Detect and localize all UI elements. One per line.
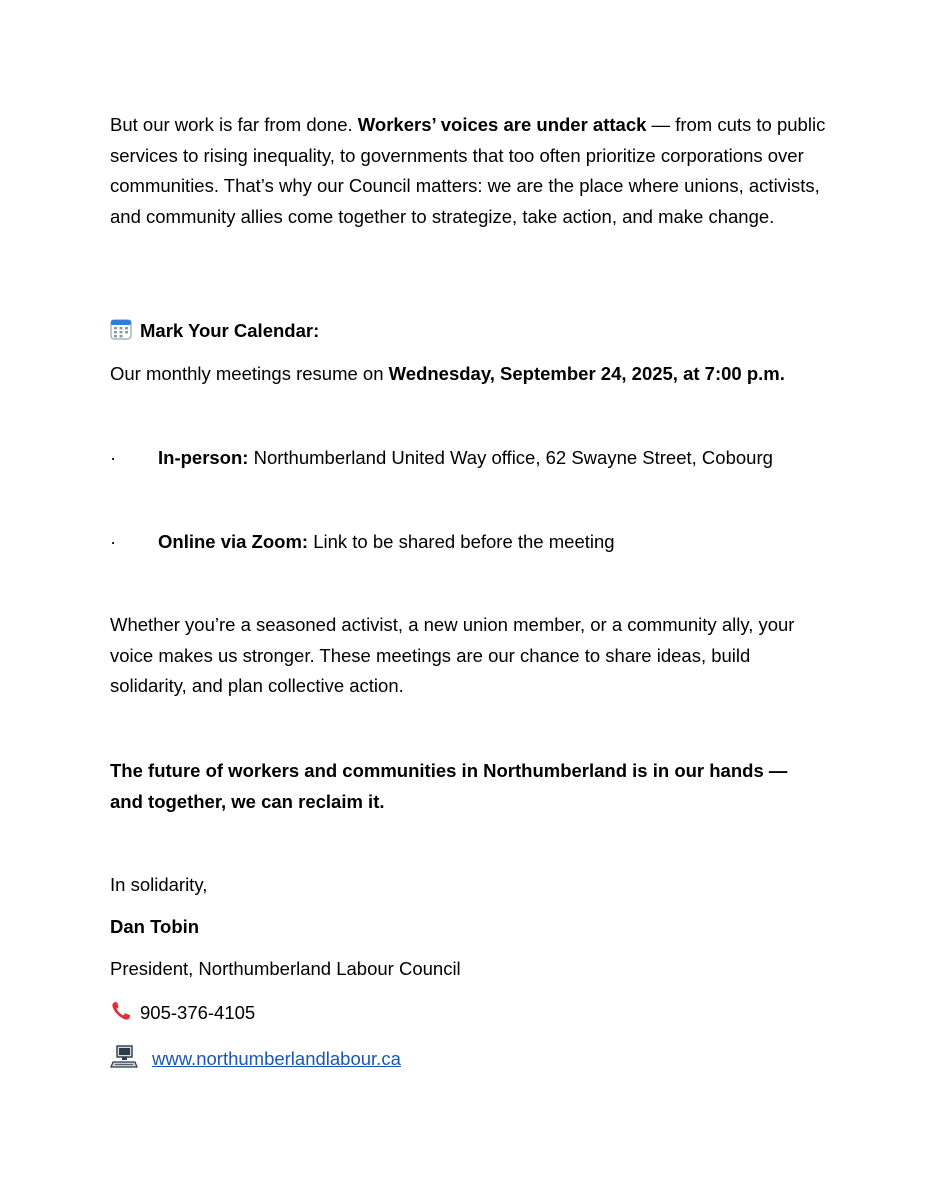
bullet-marker: · — [110, 531, 117, 552]
intro-bold-text: Workers’ voices are under attack — [357, 114, 647, 135]
calendar-icon — [110, 318, 132, 346]
bullet-label: Online via Zoom: — [158, 531, 309, 552]
calendar-heading-text: Mark Your Calendar: — [140, 319, 320, 341]
intro-paragraph — [110, 110, 830, 232]
website-line — [110, 1045, 401, 1075]
bullet-marker: · — [110, 447, 117, 468]
phone-number: 905-376-4105 — [140, 1001, 256, 1023]
closing-paragraph: The future of workers and communities in Northumberland is in our hands — and together, we can reclaim it. — [110, 760, 788, 812]
intro-text-a: But our work is far from done. — [110, 114, 358, 135]
intro-text-b: — from cuts to public services to rising inequality, to governments that too often prioritize corporations over communities. That’s why our Council matters: we are the place where unions, activists, and community allies come together to strategize, take action, and make change. — [110, 114, 826, 227]
meeting-date-text: Our monthly meetings resume on — [110, 363, 389, 384]
website-link[interactable]: www.northumberlandlabour.ca — [152, 1047, 401, 1069]
signer-name: Dan Tobin — [110, 916, 200, 937]
bullet-in-person — [158, 446, 773, 470]
phone-line — [110, 1000, 255, 1028]
telephone-icon — [110, 1000, 132, 1028]
calendar-heading — [110, 318, 319, 346]
signer-title: President, Northumberland Labour Council — [110, 958, 461, 979]
body-paragraph: Whether you’re a seasoned activist, a new union member, or a community ally, your voice makes us stronger. These meetings are our chance to share ideas, build solidarity, and plan collective action. — [110, 614, 795, 696]
salutation: In solidarity, — [110, 874, 208, 895]
bullet-text: Northumberland United Way office, 62 Swayne Street, Cobourg — [248, 447, 773, 468]
computer-icon — [110, 1045, 138, 1075]
meeting-date-bold: Wednesday, September 24, 2025, at 7:00 p.m. — [388, 363, 785, 384]
bullet-online — [158, 530, 615, 554]
meeting-date-line — [110, 362, 785, 386]
bullet-label: In-person: — [158, 447, 249, 468]
bullet-text: Link to be shared before the meeting — [308, 531, 615, 552]
